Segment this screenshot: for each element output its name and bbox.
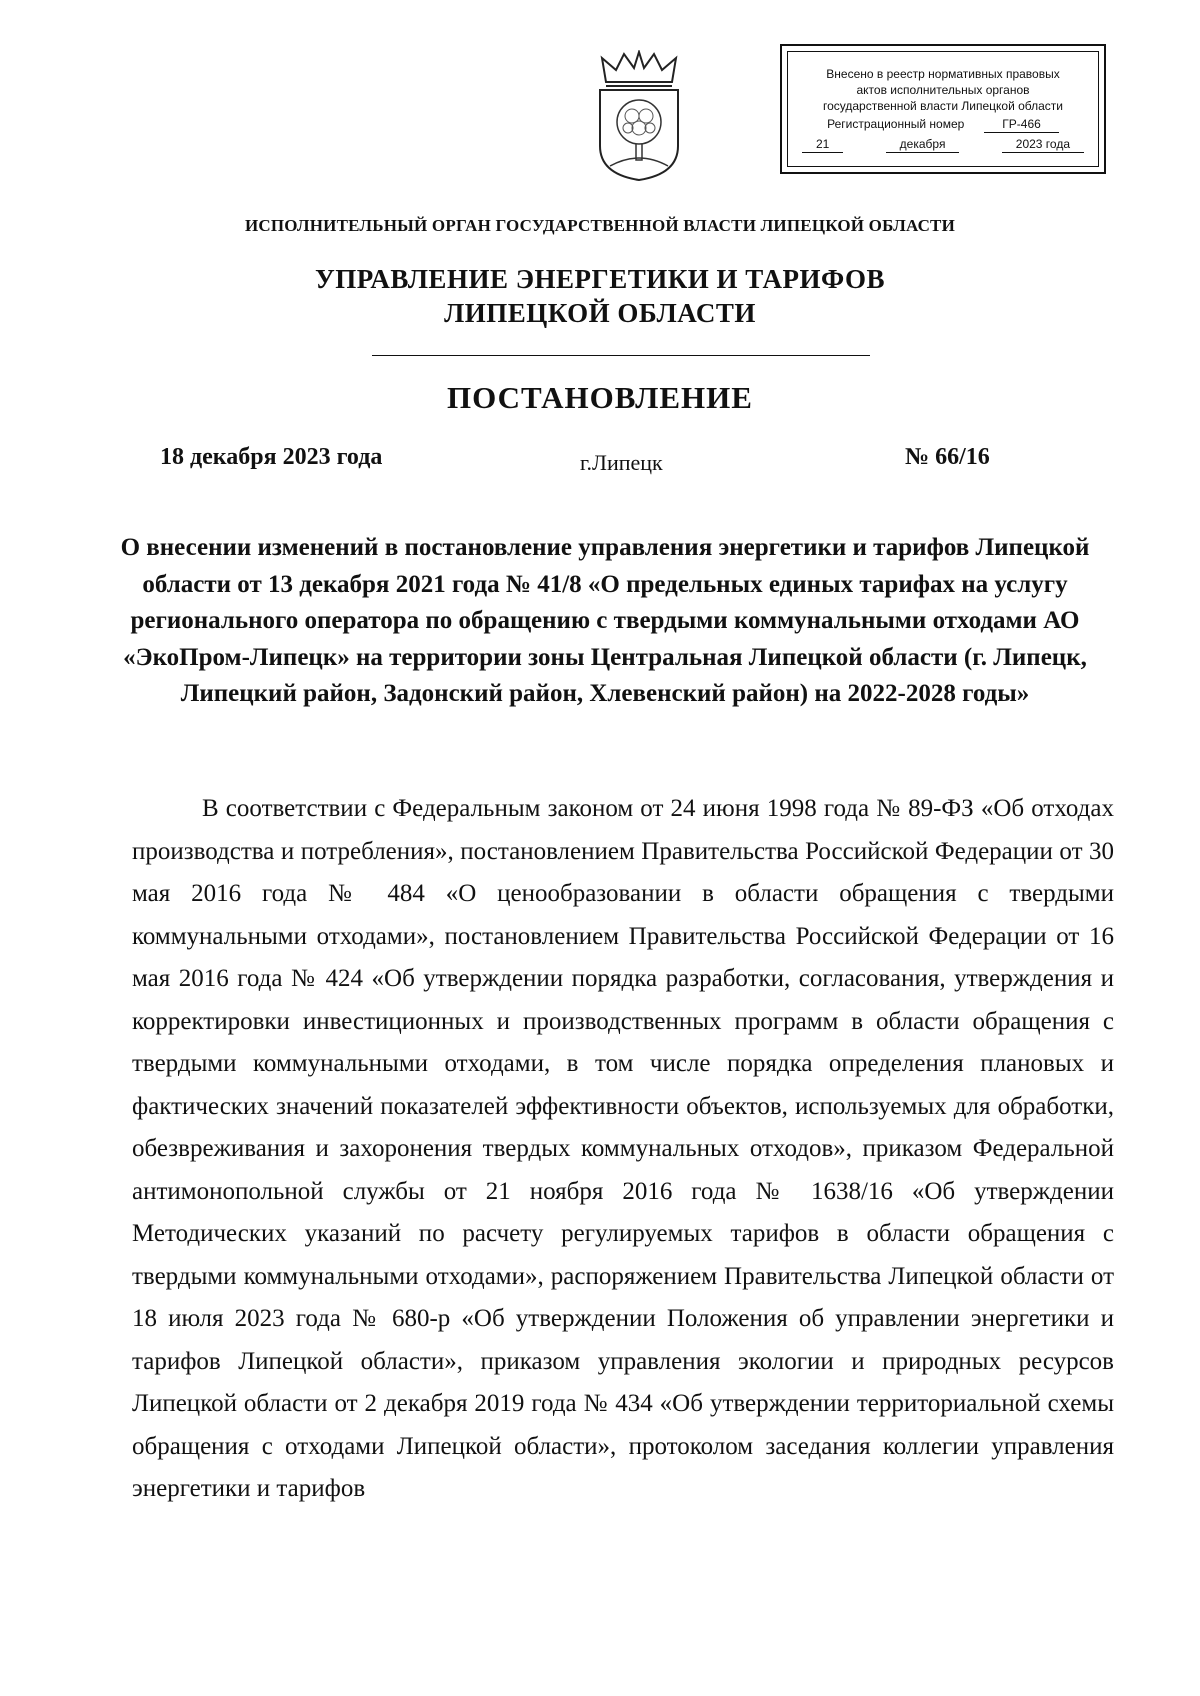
stamp-line-3: государственной власти Липецкой области: [822, 99, 1064, 113]
stamp-year: 2023 года: [1002, 136, 1084, 153]
stamp-line-2: актов исполнительных органов: [856, 83, 1030, 97]
organization-name: [0, 262, 1200, 330]
stamp-reg-label: Регистрационный номер: [827, 117, 965, 131]
stamp-line-1: Внесено в реестр нормативных правовых: [826, 67, 1060, 81]
header-divider: [372, 355, 870, 356]
organization-name-line-1: УПРАВЛЕНИЕ ЭНЕРГЕТИКИ И ТАРИФОВ: [314, 264, 885, 294]
coat-of-arms-emblem: [592, 50, 686, 184]
authority-heading: ИСПОЛНИТЕЛЬНЫЙ ОРГАН ГОСУДАРСТВЕННОЙ ВЛАСТИ ЛИПЕЦКОЙ ОБЛАСТИ: [244, 216, 956, 235]
stamp-day: 21: [802, 136, 843, 153]
stamp-month: декабря: [886, 136, 960, 153]
stamp-reg-number: ГР-466: [984, 116, 1059, 133]
body-paragraph: В соответствии с Федеральным законом от 24 июня 1998 года № 89-ФЗ «Об отходах производства и потребления», постановлением Правительства Российской Федерации от 30 мая 2016 года № 484 «О ценообразовании в области обращения с твердыми коммунальными отходами», постановлением Правительства Российской Федерации от 16 мая 2016 года № 424 «Об утверждении порядка разработки, согласования, утверждения и корректировки инвестиционных и производственных программ в области обращения с твердыми коммунальными отходами, в том числе порядка определения плановых и фактических значений показателей эффективности объектов, используемых для обработки, обезвреживания и захоронения твердых коммунальных отходов», приказом Федеральной антимонопольной службы от 21 ноября 2016 года № 1638/16 «Об утверждении Методических указаний по расчету регулируемых тарифов в области обращения с твердыми коммунальными отходами», распоряжением Правительства Липецкой области от 18 июля 2023 года № 680-р «Об утверждении Положения об управлении энергетики и тарифов Липецкой области», приказом управления экологии и природных ресурсов Липецкой области от 2 декабря 2019 года № 434 «Об утверждении территориальной схемы обращения с отходами Липецкой области», протоколом заседания коллегии управления энергетики и тарифов: [132, 795, 1114, 1502]
document-type: ПОСТАНОВЛЕНИЕ: [447, 380, 753, 415]
document-city: г.Липецк: [580, 450, 663, 475]
organization-name-line-2: ЛИПЕЦКОЙ ОБЛАСТИ: [444, 298, 756, 328]
registry-stamp: [780, 44, 1106, 174]
document-date: 18 декабря 2023 года: [160, 444, 383, 470]
document-title: О внесении изменений в постановление управления энергетики и тарифов Липецкой области от 13 декабря 2021 года № 41/8 «О предельных единых тарифах на услугу регионального оператора по обращению с твердыми коммунальными отходами АО «ЭкоПром-Липецк» на территории зоны Центральная Липецкой области (г. Липецк, Липецкий район, Задонский район, Хлевенский район) на 2022-2028 годы»: [120, 534, 1090, 708]
document-number: № 66/16: [905, 444, 990, 470]
